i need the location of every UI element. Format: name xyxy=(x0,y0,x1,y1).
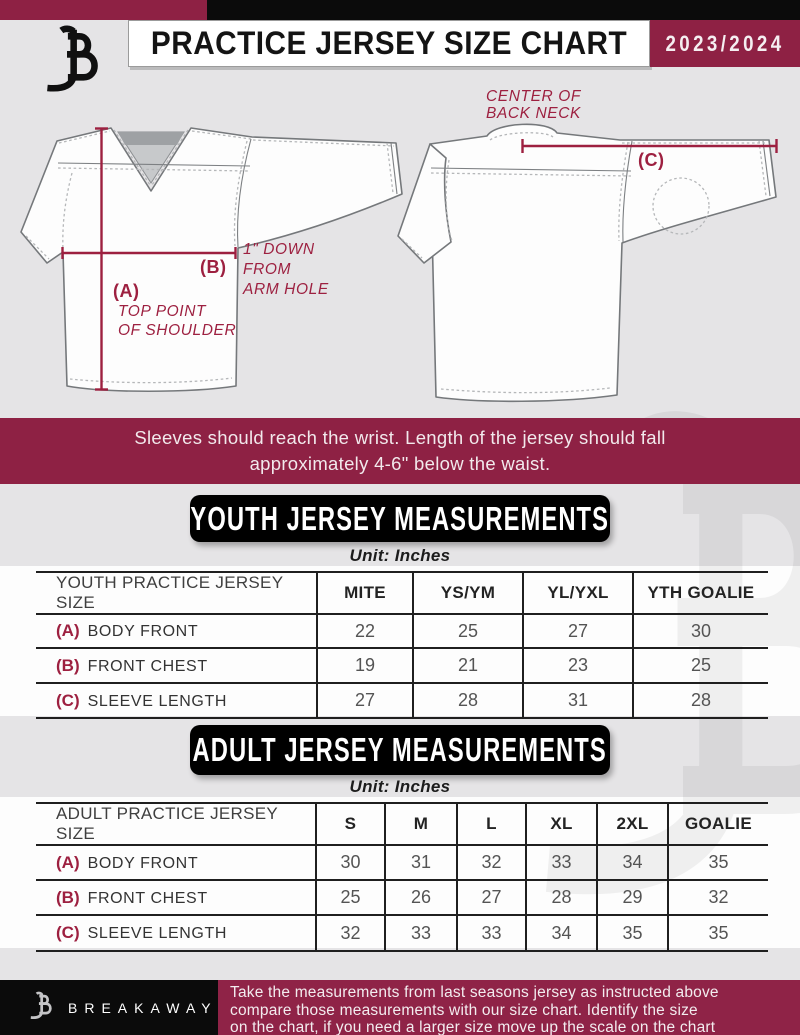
value-cell: 35 xyxy=(597,915,668,951)
back-jersey-drawing xyxy=(398,124,776,401)
value-cell: 32 xyxy=(668,880,768,915)
footer-instructions xyxy=(218,980,800,1035)
youth-size-table xyxy=(36,571,768,719)
header-cell: 2XL xyxy=(597,803,668,845)
table-row xyxy=(36,845,768,880)
table-row xyxy=(36,880,768,915)
header-cell: XL xyxy=(526,803,597,845)
row-label-cell: (C) SLEEVE LENGTH xyxy=(36,915,316,951)
footer-line-3: on the chart, if you need a larger size move up the scale on the chart xyxy=(230,1019,716,1035)
value-cell: 22 xyxy=(317,614,413,648)
header-cell: YL/YXL xyxy=(523,572,633,614)
youth-banner-title: YOUTH JERSEY MEASUREMENTS xyxy=(190,499,610,537)
value-cell: 29 xyxy=(597,880,668,915)
footer xyxy=(0,980,800,1035)
point-c-label: (C) xyxy=(638,150,665,170)
row-label-cell: (A) BODY FRONT xyxy=(36,845,316,880)
point-c-caption: CENTER OF BACK NECK xyxy=(486,88,581,122)
page-title-box xyxy=(128,20,650,67)
notice-line-1: Sleeves should reach the wrist. Length of the jersey should fall xyxy=(134,427,666,448)
value-cell: 23 xyxy=(523,648,633,683)
header-cell: M xyxy=(385,803,457,845)
breakaway-footer-logo-icon xyxy=(24,989,58,1027)
value-cell: 21 xyxy=(413,648,523,683)
season-badge xyxy=(650,20,800,67)
value-cell: 25 xyxy=(413,614,523,648)
value-cell: 27 xyxy=(523,614,633,648)
header-cell: MITE xyxy=(317,572,413,614)
jersey-diagrams xyxy=(0,67,800,425)
row-label-cell: (C) SLEEVE LENGTH xyxy=(36,683,317,718)
value-cell: 28 xyxy=(413,683,523,718)
header-cell: ADULT PRACTICE JERSEY SIZE xyxy=(36,803,316,845)
value-cell: 26 xyxy=(385,880,457,915)
adult-banner-title: ADULT JERSEY MEASUREMENTS xyxy=(192,731,608,768)
value-cell: 33 xyxy=(385,915,457,951)
point-b-caption: 1" DOWN FROM ARM HOLE xyxy=(243,241,329,298)
footer-line-1: Take the measurements from last seasons jersey as instructed above xyxy=(230,984,719,1001)
footer-line-2: compare those measurements with our size chart. Identify the size xyxy=(230,1001,698,1019)
table-row xyxy=(36,915,768,951)
footer-brand-panel xyxy=(0,980,218,1035)
point-a-caption: TOP POINT OF SHOULDER xyxy=(118,303,237,339)
adult-section-banner xyxy=(190,725,610,775)
value-cell: 30 xyxy=(633,614,768,648)
header-cell: GOALIE xyxy=(668,803,768,845)
value-cell: 32 xyxy=(316,915,385,951)
value-cell: 33 xyxy=(526,845,597,880)
value-cell: 33 xyxy=(457,915,526,951)
fit-notice-banner xyxy=(0,418,800,484)
point-b-label: (B) xyxy=(200,257,227,277)
header-cell: L xyxy=(457,803,526,845)
value-cell: 25 xyxy=(633,648,768,683)
table-row xyxy=(36,614,768,648)
value-cell: 28 xyxy=(633,683,768,718)
top-stripe-black xyxy=(207,0,800,20)
page-title: PRACTICE JERSEY SIZE CHART xyxy=(150,25,628,61)
header-cell: S xyxy=(316,803,385,845)
point-a-label: (A) xyxy=(113,281,140,301)
brand-name: BREAKAWAY xyxy=(68,999,218,1016)
value-cell: 30 xyxy=(316,845,385,880)
row-label-cell: (A) BODY FRONT xyxy=(36,614,317,648)
row-label-cell: (B) FRONT CHEST xyxy=(36,880,316,915)
value-cell: 19 xyxy=(317,648,413,683)
value-cell: 31 xyxy=(385,845,457,880)
youth-section-banner xyxy=(190,495,610,542)
value-cell: 25 xyxy=(316,880,385,915)
row-label-cell: (B) FRONT CHEST xyxy=(36,648,317,683)
adult-header-row xyxy=(36,803,768,845)
value-cell: 35 xyxy=(668,845,768,880)
header-cell: YTH GOALIE xyxy=(633,572,768,614)
table-row xyxy=(36,648,768,683)
value-cell: 32 xyxy=(457,845,526,880)
value-cell: 35 xyxy=(668,915,768,951)
value-cell: 27 xyxy=(317,683,413,718)
value-cell: 27 xyxy=(457,880,526,915)
value-cell: 34 xyxy=(526,915,597,951)
value-cell: 31 xyxy=(523,683,633,718)
season-label: 2023/2024 xyxy=(665,30,785,56)
youth-unit-label: Unit: Inches xyxy=(349,546,451,565)
value-cell: 34 xyxy=(597,845,668,880)
adult-size-table xyxy=(36,802,768,952)
youth-header-row xyxy=(36,572,768,614)
top-stripe-maroon xyxy=(0,0,207,20)
header-cell: YS/YM xyxy=(413,572,523,614)
value-cell: 28 xyxy=(526,880,597,915)
adult-unit-label: Unit: Inches xyxy=(349,777,451,796)
table-row xyxy=(36,683,768,718)
header-cell: YOUTH PRACTICE JERSEY SIZE xyxy=(36,572,317,614)
notice-line-2: approximately 4-6" below the waist. xyxy=(249,453,551,474)
